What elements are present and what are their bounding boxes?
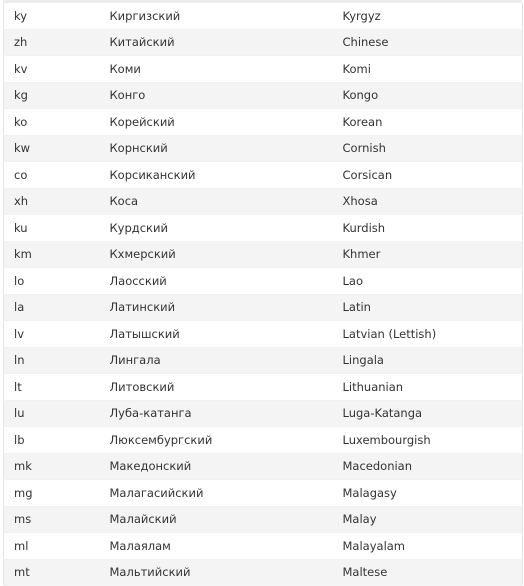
russian-name-cell: Мальтийский bbox=[100, 559, 333, 586]
table-row bbox=[4, 374, 523, 401]
russian-name-cell: Кхмерский bbox=[100, 241, 333, 268]
english-name-cell: Malagasy bbox=[333, 480, 523, 507]
table-row bbox=[4, 241, 523, 268]
table-row bbox=[4, 215, 523, 242]
russian-name-cell: Курдский bbox=[100, 215, 333, 242]
table-row bbox=[4, 29, 523, 56]
english-name-cell: Lingala bbox=[333, 347, 523, 374]
language-code-cell: mt bbox=[4, 559, 100, 586]
table-row bbox=[4, 188, 523, 215]
table-row bbox=[4, 559, 523, 586]
language-code-cell: mg bbox=[4, 480, 100, 507]
russian-name-cell: Луба-катанга bbox=[100, 400, 333, 427]
table-row bbox=[4, 3, 523, 29]
language-code-cell: la bbox=[4, 294, 100, 321]
english-name-cell: Cornish bbox=[333, 135, 523, 162]
russian-name-cell: Коми bbox=[100, 56, 333, 83]
russian-name-cell: Лингала bbox=[100, 347, 333, 374]
english-name-cell: Macedonian bbox=[333, 453, 523, 480]
table-row bbox=[4, 56, 523, 83]
english-name-cell: Chinese bbox=[333, 29, 523, 56]
english-name-cell: Latin bbox=[333, 294, 523, 321]
russian-name-cell: Коса bbox=[100, 188, 333, 215]
language-code-cell: lb bbox=[4, 427, 100, 454]
english-name-cell: Maltese bbox=[333, 559, 523, 586]
english-name-cell: Luxembourgish bbox=[333, 427, 523, 454]
table-row bbox=[4, 321, 523, 348]
language-code-cell: ms bbox=[4, 506, 100, 533]
language-code-cell: kg bbox=[4, 82, 100, 109]
language-code-cell: co bbox=[4, 162, 100, 189]
english-name-cell: Komi bbox=[333, 56, 523, 83]
language-code-cell: ml bbox=[4, 533, 100, 560]
russian-name-cell: Люксембургский bbox=[100, 427, 333, 454]
english-name-cell: Malayalam bbox=[333, 533, 523, 560]
english-name-cell: Xhosa bbox=[333, 188, 523, 215]
russian-name-cell: Конго bbox=[100, 82, 333, 109]
language-codes-table bbox=[3, 3, 523, 586]
russian-name-cell: Латинский bbox=[100, 294, 333, 321]
language-code-cell: xh bbox=[4, 188, 100, 215]
english-name-cell: Kongo bbox=[333, 82, 523, 109]
table-row bbox=[4, 453, 523, 480]
table-row bbox=[4, 109, 523, 136]
russian-name-cell: Малаялам bbox=[100, 533, 333, 560]
language-code-cell: zh bbox=[4, 29, 100, 56]
russian-name-cell: Киргизский bbox=[100, 3, 333, 29]
russian-name-cell: Корнский bbox=[100, 135, 333, 162]
table-row bbox=[4, 427, 523, 454]
english-name-cell: Latvian (Lettish) bbox=[333, 321, 523, 348]
table-row bbox=[4, 533, 523, 560]
language-code-cell: lt bbox=[4, 374, 100, 401]
russian-name-cell: Лаосский bbox=[100, 268, 333, 295]
table-row bbox=[4, 268, 523, 295]
russian-name-cell: Корейский bbox=[100, 109, 333, 136]
table-row bbox=[4, 347, 523, 374]
english-name-cell: Kyrgyz bbox=[333, 3, 523, 29]
english-name-cell: Malay bbox=[333, 506, 523, 533]
russian-name-cell: Латышский bbox=[100, 321, 333, 348]
language-code-cell: km bbox=[4, 241, 100, 268]
language-code-cell: ku bbox=[4, 215, 100, 242]
table-row bbox=[4, 82, 523, 109]
language-code-cell: ko bbox=[4, 109, 100, 136]
language-code-cell: ln bbox=[4, 347, 100, 374]
language-code-cell: ky bbox=[4, 3, 100, 29]
english-name-cell: Korean bbox=[333, 109, 523, 136]
russian-name-cell: Малайский bbox=[100, 506, 333, 533]
russian-name-cell: Литовский bbox=[100, 374, 333, 401]
table-row bbox=[4, 506, 523, 533]
russian-name-cell: Македонский bbox=[100, 453, 333, 480]
table-row bbox=[4, 480, 523, 507]
russian-name-cell: Корсиканский bbox=[100, 162, 333, 189]
english-name-cell: Lao bbox=[333, 268, 523, 295]
english-name-cell: Luga-Katanga bbox=[333, 400, 523, 427]
table-row bbox=[4, 135, 523, 162]
english-name-cell: Corsican bbox=[333, 162, 523, 189]
language-code-cell: lu bbox=[4, 400, 100, 427]
table-row bbox=[4, 162, 523, 189]
english-name-cell: Lithuanian bbox=[333, 374, 523, 401]
english-name-cell: Khmer bbox=[333, 241, 523, 268]
language-code-cell: lv bbox=[4, 321, 100, 348]
language-code-cell: mk bbox=[4, 453, 100, 480]
table-row bbox=[4, 400, 523, 427]
english-name-cell: Kurdish bbox=[333, 215, 523, 242]
language-code-cell: lo bbox=[4, 268, 100, 295]
russian-name-cell: Китайский bbox=[100, 29, 333, 56]
russian-name-cell: Малагасийский bbox=[100, 480, 333, 507]
language-code-cell: kv bbox=[4, 56, 100, 83]
language-code-cell: kw bbox=[4, 135, 100, 162]
language-table-body bbox=[4, 3, 523, 586]
table-row bbox=[4, 294, 523, 321]
